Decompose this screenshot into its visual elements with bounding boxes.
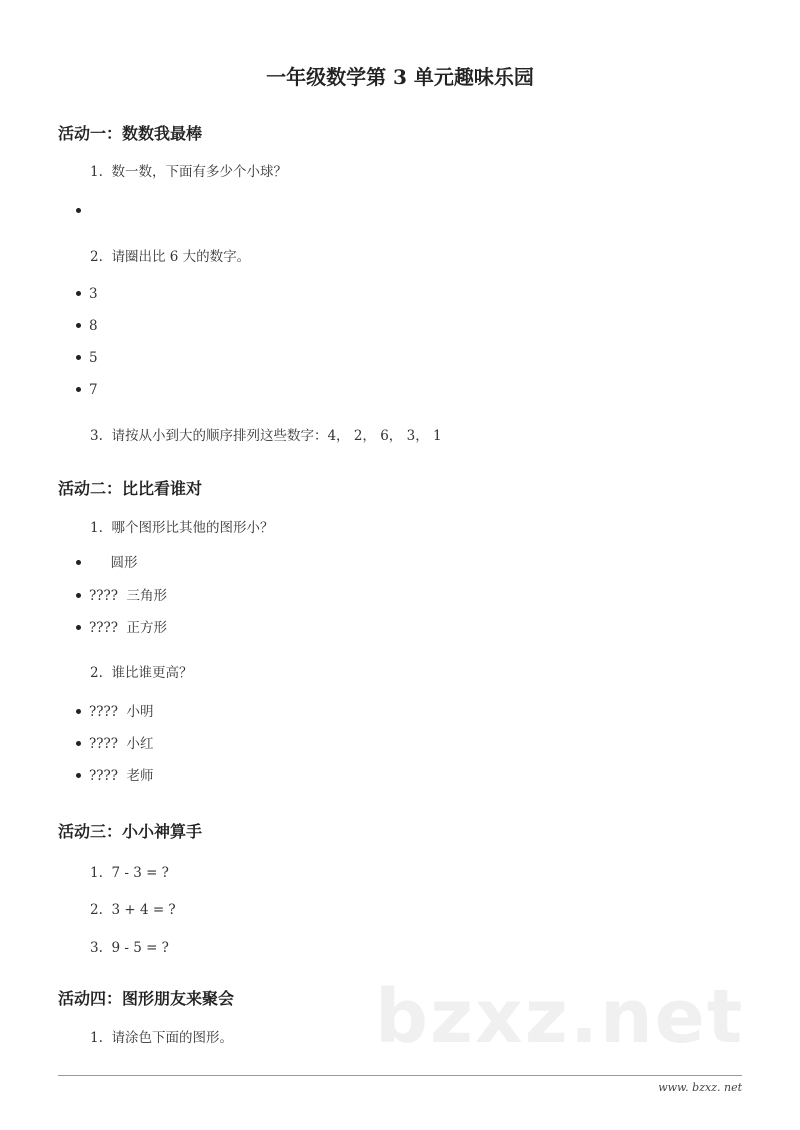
list-item bbox=[76, 352, 98, 366]
question: 1. 数一数，下面有多少个小球？ bbox=[90, 164, 287, 180]
list-item-text: ???? 三角形 bbox=[89, 588, 168, 604]
list-item bbox=[76, 622, 167, 636]
bullet-icon bbox=[76, 560, 81, 565]
bullet-icon bbox=[76, 291, 81, 296]
bullet-icon bbox=[76, 323, 81, 328]
list-item-text: ???? 小明 bbox=[89, 704, 154, 720]
question: 2. 3 + 4 = ? bbox=[90, 902, 176, 918]
list-item bbox=[76, 706, 154, 720]
page-title: 一年级数学第 3 单元趣味乐园 bbox=[266, 65, 534, 89]
question: 1. 请涂色下面的图形。 bbox=[90, 1030, 233, 1046]
question: 3. 请按从小到大的顺序排列这些数字：4， 2， 6， 3， 1 bbox=[90, 428, 442, 444]
list-item bbox=[76, 738, 154, 752]
list-item bbox=[76, 384, 98, 398]
section-heading: 活动一：数数我最棒 bbox=[58, 124, 203, 143]
footer-divider bbox=[58, 1075, 742, 1076]
list-item bbox=[76, 320, 98, 334]
section-heading: 活动三：小小神算手 bbox=[58, 822, 203, 841]
bullet-icon bbox=[76, 387, 81, 392]
bullet-icon bbox=[76, 773, 81, 778]
list-item-text: 5 bbox=[89, 350, 98, 366]
list-item bbox=[76, 288, 98, 302]
bullet-icon bbox=[76, 208, 81, 213]
watermark: bzxz.net bbox=[375, 974, 745, 1060]
list-item-text: 8 bbox=[89, 318, 98, 334]
bullet-icon bbox=[76, 593, 81, 598]
list-item bbox=[76, 590, 167, 604]
question: 3. 9 - 5 = ? bbox=[90, 940, 169, 956]
list-item-text: 7 bbox=[89, 382, 98, 398]
list-item-text: ???? 老师 bbox=[89, 768, 154, 784]
list-item-text: ???? 正方形 bbox=[89, 620, 168, 636]
question: 2. 谁比谁更高？ bbox=[90, 665, 193, 681]
bullet-icon bbox=[76, 741, 81, 746]
list-item bbox=[76, 205, 89, 219]
question: 2. 请圈出比 6 大的数字。 bbox=[90, 249, 251, 265]
list-item-text: 3 bbox=[89, 286, 98, 302]
list-item-text: ???? 小红 bbox=[89, 736, 154, 752]
question: 1. 7 - 3 = ? bbox=[90, 865, 169, 881]
bullet-icon bbox=[76, 355, 81, 360]
footer-url: www. bzxz. net bbox=[658, 1081, 742, 1094]
question: 1. 哪个图形比其他的图形小？ bbox=[90, 520, 274, 536]
bullet-icon bbox=[76, 709, 81, 714]
list-item bbox=[76, 557, 137, 571]
bullet-icon bbox=[76, 625, 81, 630]
list-item-text: 圆形 bbox=[89, 555, 138, 571]
section-heading: 活动四：图形朋友来聚会 bbox=[58, 989, 235, 1008]
section-heading: 活动二：比比看谁对 bbox=[58, 479, 203, 498]
list-item bbox=[76, 770, 154, 784]
